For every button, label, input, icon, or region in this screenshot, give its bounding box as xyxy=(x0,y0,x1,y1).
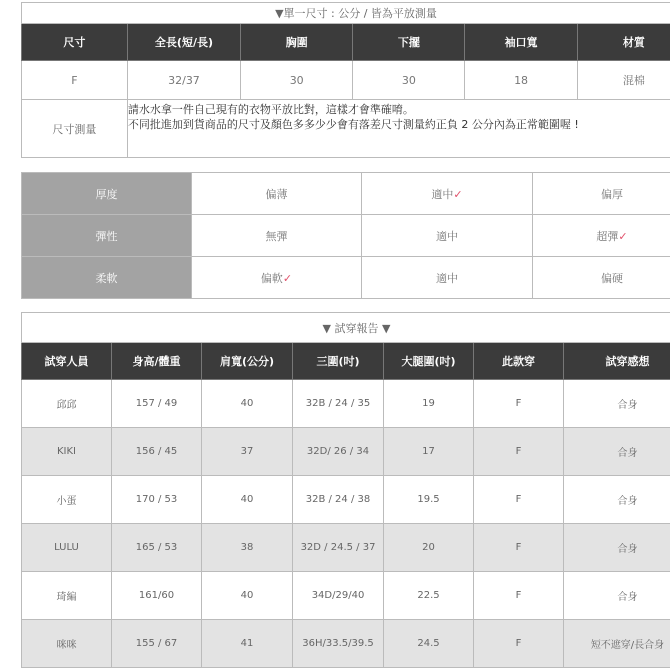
feel-option-text: 無彈 xyxy=(265,229,288,243)
fit-cell: 41 xyxy=(202,620,293,668)
feel-option xyxy=(192,257,362,299)
feel-row xyxy=(22,215,670,257)
fit-cell: F xyxy=(474,428,564,476)
fit-cell: 32D/ 26 / 34 xyxy=(293,428,384,476)
table-row xyxy=(22,572,670,620)
fit-cell: 38 xyxy=(202,524,293,572)
feel-option xyxy=(533,173,670,215)
fit-header-cell: 身高/體重 xyxy=(112,343,202,380)
fit-cell: 34D/29/40 xyxy=(293,572,384,620)
table-row xyxy=(22,428,670,476)
feel-option xyxy=(192,215,362,257)
fit-cell: 合身 xyxy=(564,572,670,620)
table-row xyxy=(22,476,670,524)
header-size: 尺寸 xyxy=(22,24,128,61)
fit-cell: 小蛋 xyxy=(22,476,112,524)
fit-cell: F xyxy=(474,380,564,428)
value-cuff: 18 xyxy=(465,61,577,100)
table-row xyxy=(22,620,670,668)
feel-option-text: 適中 xyxy=(436,271,458,285)
value-size: F xyxy=(22,61,128,100)
feel-option-text: 適中 xyxy=(431,187,454,201)
fit-cell: 短不遮穿/長合身 xyxy=(564,620,670,668)
feel-option xyxy=(192,173,362,215)
header-length: 全長(短/長) xyxy=(127,24,240,61)
fit-cell: 40 xyxy=(202,572,293,620)
table-row xyxy=(22,524,670,572)
fit-header-cell: 三圍(吋) xyxy=(293,343,384,380)
fit-cell: 合身 xyxy=(564,476,670,524)
fit-cell: LULU xyxy=(22,524,112,572)
feel-option-text: 偏厚 xyxy=(601,187,623,201)
feel-option-text: 偏軟 xyxy=(260,271,283,285)
feel-option xyxy=(533,215,670,257)
fit-cell: 24.5 xyxy=(384,620,474,668)
fit-cell: 合身 xyxy=(564,380,670,428)
value-hem: 30 xyxy=(353,61,465,100)
feel-option-text: 偏硬 xyxy=(601,271,623,285)
fit-cell: F xyxy=(474,572,564,620)
feel-row-label: 厚度 xyxy=(22,173,192,215)
fit-cell: 32D / 24.5 / 37 xyxy=(293,524,384,572)
fit-cell: 19.5 xyxy=(384,476,474,524)
fit-cell: 37 xyxy=(202,428,293,476)
fit-cell: F xyxy=(474,620,564,668)
fit-cell: 咪咪 xyxy=(22,620,112,668)
measurement-note xyxy=(127,100,670,158)
fit-cell: 156 / 45 xyxy=(112,428,202,476)
feel-option xyxy=(533,257,670,299)
fit-cell: 40 xyxy=(202,476,293,524)
header-cuff: 袖口寬 xyxy=(465,24,577,61)
fit-cell: 22.5 xyxy=(384,572,474,620)
fit-report-caption: ▼ 試穿報告 ▼ xyxy=(22,313,670,343)
table-row xyxy=(22,380,670,428)
fit-cell: 165 / 53 xyxy=(112,524,202,572)
fit-cell: F xyxy=(474,524,564,572)
fit-cell: 17 xyxy=(384,428,474,476)
fit-cell: 合身 xyxy=(564,428,670,476)
feel-row xyxy=(22,173,670,215)
fit-cell: 32B / 24 / 35 xyxy=(293,380,384,428)
fit-header-cell: 大腿圍(吋) xyxy=(384,343,474,380)
fit-cell: 20 xyxy=(384,524,474,572)
fit-report-table xyxy=(21,312,670,668)
fit-cell: 157 / 49 xyxy=(112,380,202,428)
fit-cell: 170 / 53 xyxy=(112,476,202,524)
value-chest: 30 xyxy=(241,61,353,100)
feel-row xyxy=(22,257,670,299)
header-chest: 胸圍 xyxy=(241,24,353,61)
check-mark-icon: ✓ xyxy=(618,229,628,243)
check-mark-icon: ✓ xyxy=(453,187,463,201)
feel-row-label: 彈性 xyxy=(22,215,192,257)
feel-option-text: 超彈 xyxy=(596,229,619,243)
feel-option-text: 適中 xyxy=(436,229,458,243)
fit-header-cell: 肩寬(公分) xyxy=(202,343,293,380)
fabric-feel-table xyxy=(21,172,670,299)
note-line-1: 請水水拿一件自己現有的衣物平放比對，這樣才會準確唷。 xyxy=(127,103,414,116)
note-line-2: 不同批進加到貨商品的尺寸及顏色多多少少會有落差尺寸測量約正負 2 公分內為正常範圍喔 ! xyxy=(127,118,579,131)
feel-option xyxy=(362,257,533,299)
fit-cell: 36H/33.5/39.5 xyxy=(293,620,384,668)
fit-cell: 邱邱 xyxy=(22,380,112,428)
fit-cell: F xyxy=(474,476,564,524)
value-material: 混棉 xyxy=(577,61,670,100)
feel-row-label: 柔軟 xyxy=(22,257,192,299)
fit-header-cell: 此款穿 xyxy=(474,343,564,380)
value-length: 32/37 xyxy=(127,61,240,100)
fit-cell: 161/60 xyxy=(112,572,202,620)
fit-cell: KIKI xyxy=(22,428,112,476)
fit-cell: 32B / 24 / 38 xyxy=(293,476,384,524)
fit-cell: 40 xyxy=(202,380,293,428)
header-material: 材質 xyxy=(577,24,670,61)
fit-header-cell: 試穿人員 xyxy=(22,343,112,380)
fit-cell: 琦編 xyxy=(22,572,112,620)
fit-cell: 155 / 67 xyxy=(112,620,202,668)
size-table-caption: ▼單一尺寸 : 公分 / 皆為平放測量 xyxy=(22,3,670,24)
feel-option xyxy=(362,215,533,257)
fit-cell: 合身 xyxy=(564,524,670,572)
fit-cell: 19 xyxy=(384,380,474,428)
note-label: 尺寸測量 xyxy=(22,100,128,158)
header-hem: 下擺 xyxy=(353,24,465,61)
size-table xyxy=(21,2,670,158)
feel-option-text: 偏薄 xyxy=(265,187,288,201)
check-mark-icon: ✓ xyxy=(282,271,293,285)
feel-option xyxy=(362,173,533,215)
fit-header-cell: 試穿感想 xyxy=(564,343,670,380)
